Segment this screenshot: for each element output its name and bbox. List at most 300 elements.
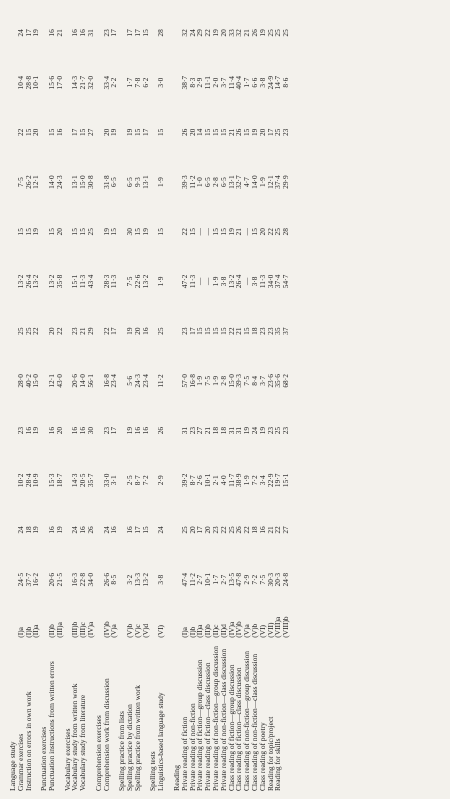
row-value: — <box>203 277 213 286</box>
row-value: 25 <box>226 526 236 534</box>
row-value: 2·7 <box>218 574 228 585</box>
row-value: 16 <box>70 426 80 435</box>
row-label: Private reading of fiction <box>179 716 189 791</box>
row-value: 22·8 34·0 <box>78 572 95 587</box>
row-value: 19 <box>257 426 267 435</box>
row-value: 2·9 <box>242 574 252 585</box>
row-value: 20·5 35·7 <box>78 473 95 488</box>
row-value: — <box>242 277 252 286</box>
row-value: 20 <box>187 128 197 137</box>
row-value: 26 <box>234 128 244 137</box>
row-value: 2·1 <box>210 475 220 486</box>
table-row <box>71 8 79 793</box>
row-value: 25 23 <box>273 426 291 435</box>
row-value: 17 15 <box>132 526 150 534</box>
row-value: 25 <box>15 327 25 335</box>
row-label: Instruction on errors in own work <box>23 691 33 791</box>
row-value: 19 <box>242 426 252 435</box>
row-value: 8·4 <box>249 375 259 386</box>
row-value: 7·5 <box>242 375 252 386</box>
row-value: 18 <box>249 526 259 534</box>
row-value: 20·6 21·5 <box>46 572 64 587</box>
table-row <box>79 8 95 793</box>
row-value: 15·6 17·0 <box>46 75 64 90</box>
row-value: 20 <box>203 526 213 534</box>
row-value: 21·7 32·0 <box>78 75 95 90</box>
row-value: 22 27 <box>273 526 291 534</box>
row-value: 2·9 <box>156 475 166 486</box>
section-heading-row <box>6 8 17 793</box>
row-value: 23 <box>15 426 25 435</box>
row-code: (I)b <box>187 626 197 638</box>
row-label: Class reading of non-fiction—class discussion <box>249 653 259 791</box>
row-value: 22 17 <box>101 327 119 335</box>
row-value: 15 <box>203 128 213 137</box>
row-code: (I)a <box>179 627 189 638</box>
row-value: 20 <box>257 128 267 137</box>
row-value: 18 <box>249 327 259 335</box>
row-value: 11·1 <box>203 76 213 90</box>
row-value: 22 <box>265 228 275 236</box>
table-row <box>274 8 290 793</box>
row-value: 22 <box>179 228 189 236</box>
row-value: 12·1 <box>265 175 275 189</box>
row-label: Spelling practice by dictation <box>124 704 134 791</box>
row-value: 22·6 13·2 <box>132 274 150 289</box>
row-value: 47·4 <box>179 572 189 587</box>
row-value: 25 22 <box>23 327 41 335</box>
row-value: 14·0 56·1 <box>78 374 95 388</box>
row-value: 16 19 <box>46 526 64 534</box>
row-value: 47·8 <box>234 572 244 587</box>
row-code: (IV)b (V)a <box>101 621 119 638</box>
row-label: Vocabulary exercises <box>62 728 72 791</box>
row-value: 35 37 <box>273 327 291 335</box>
row-value: 24·9 <box>265 75 275 90</box>
section-heading: Language study <box>8 741 17 791</box>
row-value: 26·4 13·2 <box>23 274 41 289</box>
row-value: 10·2 <box>15 473 25 488</box>
row-label: Private reading of non-fiction—group discussion <box>210 646 220 791</box>
row-value: 15 <box>242 327 252 335</box>
table-body <box>6 8 290 793</box>
table-row <box>95 8 103 793</box>
row-value: 13·2 35·8 <box>46 274 64 289</box>
row-value: 24 <box>70 526 80 534</box>
row-value: 17 <box>195 526 205 534</box>
row-code: (IV)a <box>226 621 236 638</box>
row-value: 2·6 <box>195 475 205 486</box>
row-value: 16 21 <box>46 29 64 37</box>
row-value: 18 <box>218 426 228 435</box>
row-value: 24·3 23·4 <box>132 374 150 388</box>
row-value: 23 <box>70 327 80 335</box>
row-value: 21 <box>226 128 236 137</box>
row-code: (III)c (IV)a <box>78 621 95 638</box>
row-code: (II)c <box>210 624 220 638</box>
row-value: 1·7 <box>210 574 220 585</box>
row-value: 20 <box>218 29 228 37</box>
row-value: 1·0 <box>195 177 205 187</box>
row-label: Linguistics-based language study <box>156 692 166 791</box>
row-value: 20·3 24·8 <box>273 572 291 587</box>
row-value: 13·2 <box>226 274 236 289</box>
row-value: 1·9 <box>195 375 205 386</box>
table-row <box>181 8 189 793</box>
row-value: 20·6 <box>70 374 80 388</box>
row-value: 23 <box>187 426 197 435</box>
table-row <box>134 8 150 793</box>
frequency-table <box>6 8 290 793</box>
row-label: Private reading of non-fiction—class discussion <box>218 648 228 791</box>
row-value: 16·8 23·4 <box>101 374 119 388</box>
row-label: Punctuation instructions from written errors <box>46 661 56 791</box>
row-value: 10·1 <box>203 572 213 587</box>
table-row <box>251 8 259 793</box>
row-value: 15 19 <box>23 228 41 236</box>
row-value: 10·1 <box>203 473 213 488</box>
row-value: 17 <box>265 128 275 137</box>
row-value: 23 <box>265 327 275 335</box>
row-code: (V)b <box>124 623 134 638</box>
row-value: 4·7 <box>242 177 252 187</box>
row-value: 25 28 <box>273 228 291 236</box>
row-value: 47·2 <box>179 274 189 289</box>
row-value: 35·6 68·2 <box>273 374 291 388</box>
row-value: 28·3 11·3 <box>101 274 119 289</box>
row-value: 3·8 <box>218 276 228 287</box>
row-value: 37·4 54·7 <box>273 274 291 289</box>
row-value: 15 <box>218 128 228 137</box>
row-value: 15 <box>210 327 220 335</box>
row-value: 2·5 <box>124 475 134 486</box>
row-label: Vocabulary study from literature <box>78 694 88 791</box>
table-row <box>126 8 134 793</box>
row-value: — <box>195 228 205 236</box>
section-heading-row <box>170 8 181 793</box>
row-value: 33·4 2·2 <box>101 75 119 90</box>
row-value: 15 16 <box>46 128 64 137</box>
row-value: 15 <box>203 327 213 335</box>
row-value: 25 25 <box>273 29 291 37</box>
row-value: 17 <box>187 327 197 335</box>
row-value: 2·9 <box>195 77 205 88</box>
row-value: 15 27 <box>78 128 95 137</box>
row-value: 14·7 8·6 <box>273 75 291 90</box>
row-value: 14·3 <box>70 75 80 90</box>
row-value: 14·0 <box>249 175 259 189</box>
row-label: Vocabulary study from written work <box>70 683 80 791</box>
row-value: 9·3 13·1 <box>132 175 150 189</box>
row-code: (IV)b <box>234 621 244 638</box>
row-value: 11·2 <box>156 374 166 388</box>
row-value: 23 17 <box>101 426 119 435</box>
row-value: 20 <box>257 228 267 236</box>
row-value: 22 <box>242 526 252 534</box>
row-value: 15 <box>70 228 80 236</box>
row-value: 26 <box>249 29 259 37</box>
row-code: (VII) <box>265 622 275 638</box>
table-row <box>267 8 275 793</box>
row-code: (II)b <box>203 624 213 638</box>
row-code: (I)a <box>15 627 25 638</box>
row-value: 11·2 <box>187 573 197 587</box>
row-code: (II)a <box>195 624 205 638</box>
row-value: — <box>203 228 213 236</box>
row-value: 22 <box>218 526 228 534</box>
row-value: 6·5 <box>124 177 134 187</box>
row-value: 17 15 <box>132 29 150 37</box>
row-value: 3·8 <box>156 574 166 585</box>
row-value: 1·9 <box>210 276 220 287</box>
row-value: 28·0 <box>15 374 25 388</box>
table-row <box>149 8 157 793</box>
row-value: 18 19 <box>23 526 41 534</box>
row-value: 16 31 <box>78 29 95 37</box>
row-value: 26 <box>179 128 189 137</box>
row-value: 15 <box>218 228 228 236</box>
row-value: 13·1 <box>70 175 80 189</box>
row-value: 22 <box>203 29 213 37</box>
row-value: 24 16 <box>101 526 119 534</box>
row-value: 15·0 30·8 <box>78 175 95 189</box>
row-value: 26 <box>234 526 244 534</box>
row-value: 21 <box>234 327 244 335</box>
row-value: 28·4 10·9 <box>23 473 41 488</box>
table-row <box>64 8 72 793</box>
row-value: 1·7 <box>124 77 134 88</box>
row-label: Reading for topic/project <box>265 716 275 791</box>
row-value: 3·8 <box>257 77 267 88</box>
row-value: 21 <box>234 228 244 236</box>
row-value: 7·5 <box>15 177 25 187</box>
row-value: 38·9 <box>234 473 244 488</box>
row-value: 40·2 15·0 <box>23 374 41 388</box>
row-value: 16·8 <box>187 374 197 388</box>
row-value: 24 <box>15 29 25 37</box>
row-label: Class reading of fiction—class discussion <box>234 667 244 791</box>
row-value: 23·6 <box>265 374 275 388</box>
row-value: 8·3 <box>187 77 197 88</box>
row-value: 15 <box>210 228 220 236</box>
row-value: 23 17 <box>101 29 119 37</box>
row-value: — <box>195 277 205 286</box>
row-value: 20 19 <box>101 128 119 137</box>
row-code: (V)a <box>242 624 252 638</box>
row-code: (VIII)a (VIII)b <box>273 616 291 638</box>
row-value: — <box>242 228 252 236</box>
row-value: 6·5 <box>218 177 228 187</box>
row-value: 34·0 <box>265 274 275 289</box>
row-value: 1·9 <box>156 276 166 287</box>
row-value: 57·0 <box>179 374 189 388</box>
row-value: 33 <box>226 29 236 37</box>
table-row <box>259 8 267 793</box>
row-value: 20 16 <box>132 327 150 335</box>
row-value: 21 <box>242 29 252 37</box>
row-value: 25 23 <box>273 128 291 137</box>
row-value: 40·4 <box>234 75 244 90</box>
table-row <box>118 8 126 793</box>
row-value: 15 <box>187 228 197 236</box>
row-label: Punctuation exercises <box>39 726 49 791</box>
row-value: 6·6 <box>249 77 259 88</box>
row-value: 13·5 <box>226 572 236 587</box>
row-value: 24 <box>15 526 25 534</box>
row-value: 15 <box>195 327 205 335</box>
row-value: 17 19 <box>23 29 41 37</box>
row-value: 21 <box>265 526 275 534</box>
row-value: 19 <box>124 327 134 335</box>
row-value: 30·3 <box>265 572 275 587</box>
table-row <box>17 8 25 793</box>
row-value: 32·7 <box>234 175 244 189</box>
row-value: 16 <box>70 29 80 37</box>
row-value: 31·8 6·5 <box>101 175 119 189</box>
row-value: 14·0 24·3 <box>46 175 64 189</box>
row-value: 32 <box>234 29 244 37</box>
row-value: 25 <box>265 29 275 37</box>
row-value: 25 <box>179 526 189 534</box>
row-value: 1·9 <box>156 177 166 187</box>
row-value: 21 29 <box>78 327 95 335</box>
row-value: 5·6 <box>124 375 134 386</box>
row-value: 16 20 <box>46 426 64 435</box>
row-value: 15 <box>242 128 252 137</box>
row-value: 2·8 <box>218 375 228 386</box>
row-value: 15·0 <box>226 374 236 388</box>
row-value: 39·3 <box>179 175 189 189</box>
row-value: 19·7 15·1 <box>273 473 291 488</box>
row-value: 16 19 <box>23 426 41 435</box>
row-value: 37·4 29·9 <box>273 175 291 189</box>
row-value: 7·5 <box>203 375 213 386</box>
row-value: 16 <box>257 526 267 534</box>
row-value: 20 22 <box>46 327 64 335</box>
section-heading: Reading <box>171 765 181 791</box>
row-value: 7·8 6·2 <box>132 77 150 88</box>
table-row <box>157 8 165 793</box>
row-code: (V)c (V)d <box>132 623 150 638</box>
row-value: 3·2 <box>124 574 134 585</box>
row-label: Private reading of fiction—group discussion <box>195 659 205 791</box>
row-value: 19 15 <box>101 228 119 236</box>
row-value: 13·2 <box>15 274 25 289</box>
row-value: 27 <box>195 426 205 435</box>
table-row <box>25 8 41 793</box>
row-label: Comprehension exercises <box>93 715 103 791</box>
row-value: 16 16 <box>132 426 150 435</box>
row-value: 8·7 7·2 <box>132 475 150 486</box>
row-label: Class reading of non-fiction—group discussion <box>242 651 252 791</box>
row-value: 24 <box>249 426 259 435</box>
row-code: (VI) <box>156 625 166 638</box>
row-value: 28·8 10·1 <box>23 75 41 90</box>
row-value: 20 <box>187 526 197 534</box>
row-value: 19 <box>210 29 220 37</box>
row-value: 26 <box>156 426 166 435</box>
row-label: Spelling practice from lists <box>117 711 127 791</box>
row-value: 2·7 <box>195 574 205 585</box>
row-value: 22 <box>226 327 236 335</box>
row-value: 7·5 <box>257 574 267 585</box>
row-value: 15 20 <box>23 128 41 137</box>
row-value: 22 <box>15 128 25 137</box>
row-code: (III)b <box>70 621 80 638</box>
row-value: 2·0 <box>210 77 220 88</box>
row-value: 11·2 <box>187 175 197 189</box>
row-value: 3·4 <box>257 475 267 486</box>
row-value: 16 30 <box>78 426 95 435</box>
row-value: 15 <box>218 327 228 335</box>
row-label: Reading for skills <box>273 738 283 791</box>
row-label: Spelling tests <box>148 751 158 791</box>
row-value: 1·9 <box>257 177 267 187</box>
row-value: 32 <box>179 29 189 37</box>
row-value: 15 <box>210 128 220 137</box>
row-value: 15·1 <box>70 274 80 289</box>
row-value: 15 25 <box>78 228 95 236</box>
row-value: 25 <box>156 327 166 335</box>
row-label: Grammar exercises <box>15 733 25 791</box>
row-value: 38·7 <box>179 75 189 90</box>
table-row <box>103 8 119 793</box>
row-value: 16·3 <box>70 572 80 587</box>
row-value: 19 <box>249 128 259 137</box>
row-value: 15 <box>15 228 25 236</box>
row-value: 15·3 18·7 <box>46 473 64 488</box>
row-value: 13·3 13·2 <box>132 572 150 587</box>
row-value: 37·7 16·2 <box>23 572 41 587</box>
row-value: 15 20 <box>46 228 64 236</box>
row-label: Private reading of non-fiction <box>187 703 197 791</box>
row-value: 10·4 <box>15 75 25 90</box>
row-value: 19 <box>124 426 134 435</box>
row-value: 15 17 <box>132 128 150 137</box>
row-value: 24 <box>156 526 166 534</box>
row-value: 15 <box>156 128 166 137</box>
row-value: 8·7 <box>187 475 197 486</box>
row-value: 21 <box>203 426 213 435</box>
row-code: (I)b (II)a <box>23 624 41 638</box>
row-value: 15 <box>249 228 259 236</box>
row-value: 11·4 <box>226 76 236 90</box>
row-code: (II)d <box>218 624 228 638</box>
row-value: 39·2 <box>179 473 189 488</box>
row-code: (V)b <box>249 623 259 638</box>
row-value: 23 <box>179 327 189 335</box>
row-value: 14·3 <box>70 473 80 488</box>
row-value: 3·7 <box>218 77 228 88</box>
row-code: (VI) <box>257 625 267 638</box>
row-value: 23 <box>265 426 275 435</box>
row-value: 1·7 <box>242 77 252 88</box>
row-label: Comprehension work from discussion <box>101 678 111 791</box>
row-value: 3·7 <box>257 375 267 386</box>
row-value: 2·8 <box>210 177 220 187</box>
row-value: 16 <box>124 526 134 534</box>
row-value: 11·3 <box>187 274 197 289</box>
row-value: 13·1 <box>226 175 236 189</box>
row-value: 26·2 12·1 <box>23 175 41 189</box>
table-row <box>48 8 64 793</box>
row-value: 1·9 <box>210 375 220 386</box>
row-value: 24 <box>187 29 197 37</box>
row-value: 22·9 <box>265 473 275 488</box>
row-value: 7·2 <box>249 574 259 585</box>
row-value: 11·3 <box>257 274 267 289</box>
row-value: 26·4 <box>234 274 244 289</box>
